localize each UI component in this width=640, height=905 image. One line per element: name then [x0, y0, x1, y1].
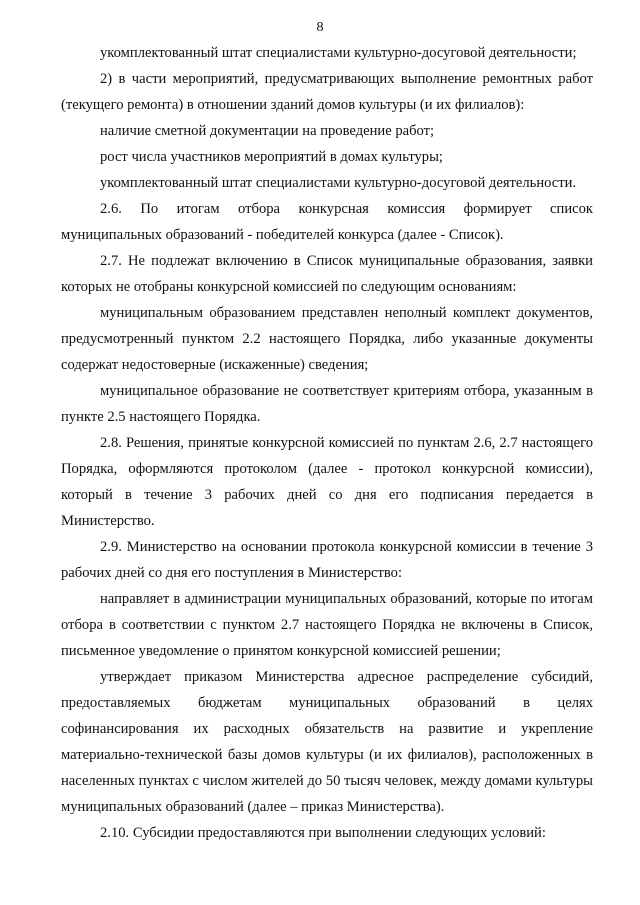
paragraph: 2.7. Не подлежат включению в Список муниципальные образования, заявки которых не отобраны конкурсной комиссией по следующим основаниям:	[61, 253, 593, 295]
paragraph: утверждает приказом Министерства адресное распределение субсидий, предоставляемых бюджетам муниципальных образований в целях софинансирования их расходных обязательств на развитие и укрепление материально-технической базы домов культуры (и их филиалов), расположенных в населенных пунктах с числом жителей до 50 тысяч человек, между домами культуры муниципальных образований (далее – приказ Министерства).	[61, 669, 593, 815]
paragraph: муниципальное образование не соответствует критериям отбора, указанным в пункте 2.5 настоящего Порядка.	[61, 383, 593, 425]
paragraph: 2.6. По итогам отбора конкурсная комиссия формирует список муниципальных образований - победителей конкурса (далее - Список).	[61, 201, 593, 243]
paragraph: укомплектованный штат специалистами культурно-досуговой деятельности;	[100, 45, 577, 61]
paragraph: 2.9. Министерство на основании протокола конкурсной комиссии в течение 3 рабочих дней со дня его поступления в Министерство:	[61, 539, 593, 581]
paragraph: направляет в администрации муниципальных образований, которые по итогам отбора в соответствии с пунктом 2.7 настоящего Порядка не включены в Список, письменное уведомление о принятом конкурсной комиссией решении;	[61, 591, 593, 659]
document-body	[61, 40, 593, 846]
paragraph: 2) в части мероприятий, предусматривающих выполнение ремонтных работ (текущего ремонта) в отношении зданий домов культуры (и их филиалов):	[61, 71, 593, 113]
page-number: 8	[316, 20, 324, 35]
paragraph: 2.8. Решения, принятые конкурсной комиссией по пунктам 2.6, 2.7 настоящего Порядка, оформляются протоколом (далее - протокол конкурсной комиссии), который в течение 3 рабочих дней со дня его подписания передается в Министерство.	[61, 435, 593, 529]
paragraph: муниципальным образованием представлен неполный комплект документов, предусмотренный пунктом 2.2 настоящего Порядка, либо указанные документы содержат недостоверные (искаженные) сведения;	[61, 305, 593, 373]
paragraph: 2.10. Субсидии предоставляются при выполнении следующих условий:	[100, 825, 546, 841]
paragraph: укомплектованный штат специалистами культурно-досуговой деятельности.	[100, 175, 577, 191]
paragraph: рост числа участников мероприятий в домах культуры;	[100, 149, 443, 165]
paragraph: наличие сметной документации на проведение работ;	[100, 123, 435, 139]
